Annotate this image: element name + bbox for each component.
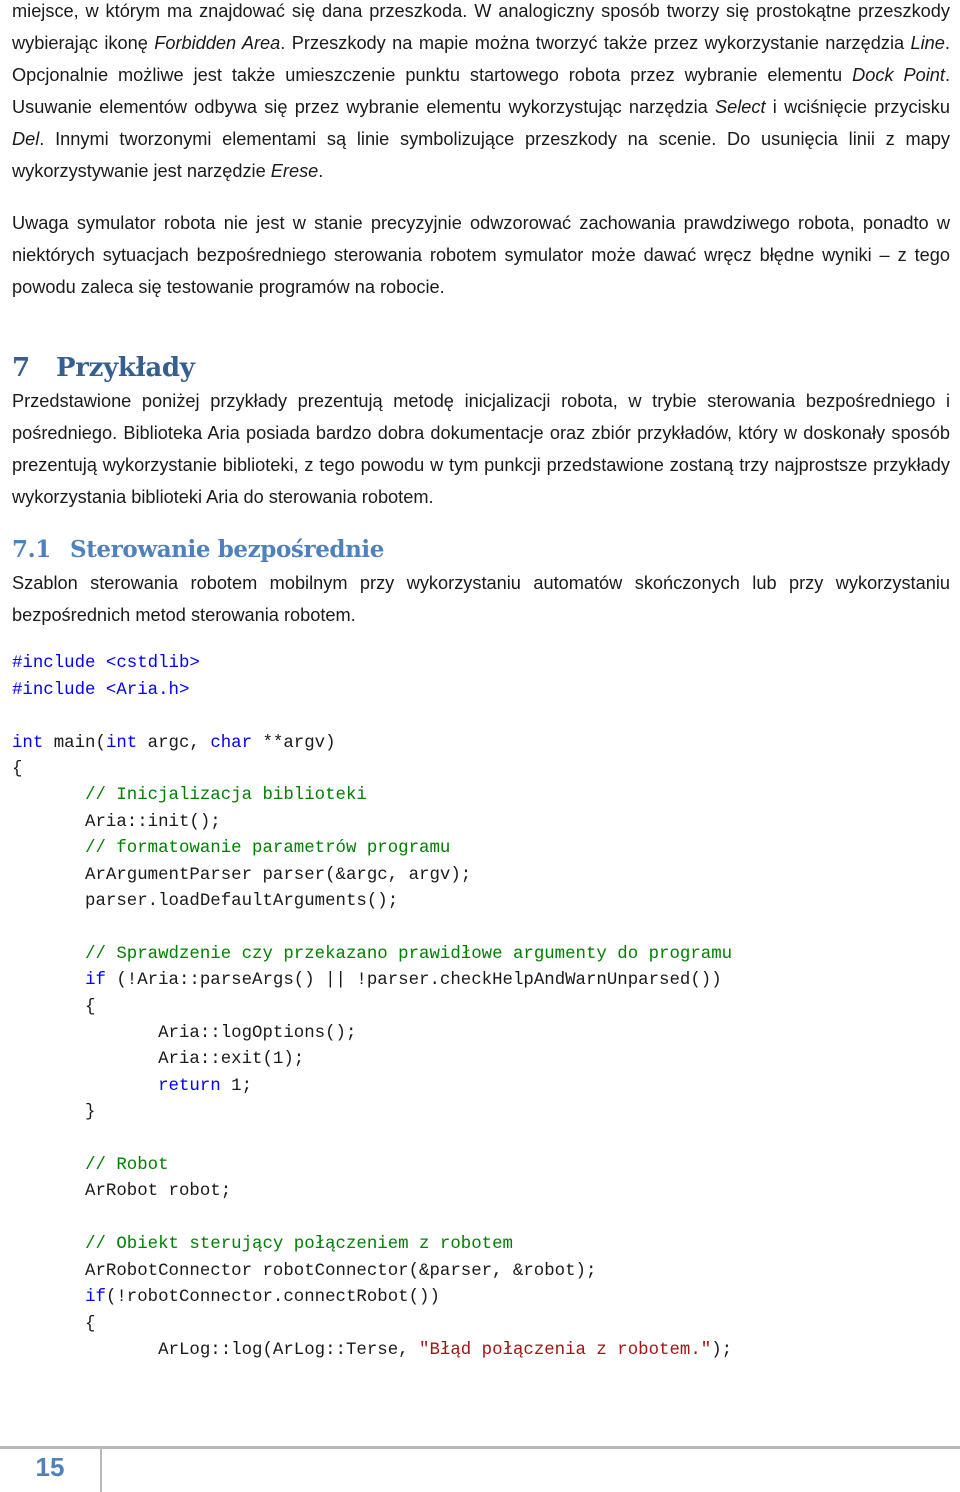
code-directive: #include <cstdlib> [12,654,200,674]
code-text: ArLog::log(ArLog::Terse, [12,1340,420,1360]
document-page [12,0,950,1364]
code-directive: #include <Aria.h> [12,680,190,700]
code-line [12,1021,950,1047]
code-line [12,1153,950,1179]
code-line [12,1312,950,1338]
code-line [12,942,950,968]
code-text: { [12,760,23,780]
text-run: . Usuwanie elementów odbywa się przez wybranie elementu wykorzystując narzędzia [12,65,950,118]
paragraph-examples-intro: Przedstawione poniżej przykłady prezentują metodę inicjalizacji robota, w trybie sterowania bezpośredniego i pośredniego. Biblioteka Aria posiada bardzo dobra dokumentacje oraz zbiór przykładów, który w doskonały sposób prezentują wykorzystanie biblioteki, z tego powodu w tym punkcji przedstawione zostaną trzy najprostsze przykłady wykorzystania biblioteki Aria do sterowania robotem. [12,390,950,508]
paragraph-template-description: Szablon sterowania robotem mobilnym przy wykorzystaniu automatów skończonych lub przy wykorzystaniu bezpośrednich metod sterowania robotem. [12,573,950,626]
code-text [12,1288,85,1307]
code-line [12,1179,950,1205]
code-keyword: int [12,733,44,753]
italic-term: Line [910,33,945,54]
code-text: argc, [137,733,211,753]
code-text: { [12,997,96,1017]
code-line [12,1127,950,1153]
text-run: . Innymi tworzonymi elementami są linie symbolizujące przeszkody na scenie. Do usunięcia linii z mapy wykorzystywanie jest narzędzie [12,129,950,182]
code-comment: // Inicjalizacja biblioteki [85,786,367,806]
code-line [12,1232,950,1258]
code-text [12,1235,85,1254]
code-comment: // Robot [85,1156,169,1176]
code-text [12,1077,158,1096]
text-run: i wciśnięcie przycisku [765,97,950,118]
code-line [12,1259,950,1285]
italic-term: Erese [270,161,319,182]
code-line [12,1074,950,1100]
subsection-heading [12,535,950,565]
page-number: 15 [35,1452,65,1482]
code-comment: // Sprawdzenie czy przekazano prawidłowe argumenty do programu [85,944,733,964]
code-text [12,971,85,990]
code-line [12,757,950,783]
code-line [12,863,950,889]
code-text: ArRobot robot; [12,1182,232,1202]
code-line [12,915,950,941]
code-text: ); [711,1340,733,1360]
code-line [12,836,950,862]
code-line [12,1338,950,1364]
code-text: **argv) [252,733,336,753]
code-text: (!robotConnector.connectRobot()) [105,1288,440,1308]
code-line [12,678,950,704]
code-text: { [12,1314,96,1334]
code-text: ArArgumentParser parser(&argc, argv); [12,865,472,885]
code-text: ArRobotConnector robotConnector(&parser, &robot); [12,1261,597,1281]
code-line [12,704,950,730]
text-run: . Opcjonalnie możliwe jest także umieszczenie punktu startowego robota przez wybranie elementu [12,33,950,86]
italic-term: Del [12,129,40,150]
subsection-title: Sterowanie bezpośrednie [70,536,385,564]
code-line [12,651,950,677]
section-number: 7 [12,352,30,383]
code-line [12,968,950,994]
code-line [12,731,950,757]
code-line [12,1047,950,1073]
text-run: . [318,161,324,182]
code-text: main( [43,733,106,753]
text-run: . Przeszkody na mapie można tworzyć także przez wykorzystanie narzędzia [280,33,911,54]
code-text: parser.loadDefaultArguments(); [12,892,399,912]
text-run: miejsce, w którym ma znajdować się dana przeszkoda. W analogiczny sposób tworzy się prostokątne przeszkody wybierając ikonę [12,1,950,54]
code-line [12,810,950,836]
code-text [12,786,85,805]
code-text: Aria::init(); [12,812,221,832]
code-text: Aria::logOptions(); [12,1024,357,1044]
code-listing [12,651,950,1364]
footer-divider [100,1449,102,1492]
paragraph-map-editing [12,0,950,188]
code-text: Aria::exit(1); [12,1050,305,1070]
section-heading [12,351,950,385]
code-keyword: return [158,1076,221,1096]
code-text: (!Aria::parseArgs() || !parser.checkHelpAndWarnUnparsed()) [105,971,722,991]
footer-rule [0,1446,960,1449]
code-text [12,945,85,964]
code-string: "Błąd połączenia z robotem." [419,1340,712,1360]
page-footer [0,1446,960,1492]
code-line [12,995,950,1021]
code-text [12,1156,85,1175]
code-line [12,1285,950,1311]
paragraph-simulator-warning: Uwaga symulator robota nie jest w stanie precyzyjnie odwzorować zachowania prawdziwego robota, ponadto w niektórych sytuacjach bezpośredniego sterowania robotem symulator może dawać wręcz błędne wyniki – z tego powodu zaleca się testowanie programów na robocie. [12,212,950,297]
code-keyword: int [105,733,138,753]
code-line [12,1100,950,1126]
code-text: 1; [220,1076,253,1096]
code-keyword: char [210,733,253,753]
code-text: } [12,1103,96,1123]
code-comment: // Obiekt sterujący połączeniem z robotem [85,1235,513,1255]
subsection-number: 7.1 [12,536,51,564]
section-title: Przykłady [56,352,195,383]
code-line [12,1206,950,1232]
code-text [12,839,85,858]
code-line [12,889,950,915]
italic-term: Forbidden Area [154,33,281,54]
italic-term: Select [715,97,766,118]
code-comment: // formatowanie parametrów programu [85,839,451,859]
code-keyword: if [85,1288,106,1308]
code-line [12,783,950,809]
code-keyword: if [85,971,106,991]
italic-term: Dock Point [852,65,945,86]
